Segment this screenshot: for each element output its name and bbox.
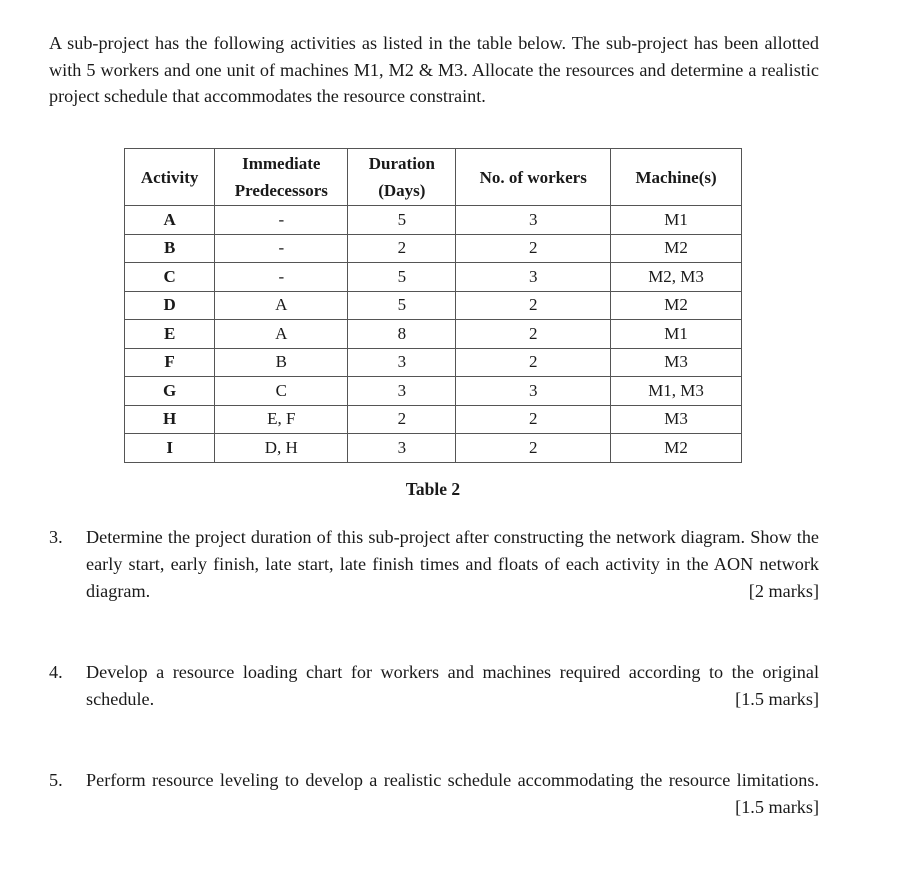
cell-activity: F — [125, 348, 215, 377]
table-row — [125, 263, 742, 292]
header-machines — [611, 149, 742, 206]
cell-workers: 3 — [456, 263, 611, 292]
header-workers-label: No. of workers — [479, 167, 587, 187]
header-machines-label: Machine(s) — [635, 167, 717, 187]
question-body — [86, 659, 819, 740]
cell-predecessors: B — [215, 348, 348, 377]
cell-predecessors: A — [215, 320, 348, 349]
header-predecessors-line1: Immediate — [242, 154, 321, 173]
table-row — [125, 405, 742, 434]
cell-duration: 5 — [348, 206, 456, 235]
cell-machines: M2 — [611, 434, 742, 463]
question-text: Perform resource leveling to develop a realistic schedule accommodating the resource limitations. — [86, 770, 819, 790]
question-marks: [1.5 marks] — [735, 689, 819, 709]
question-marks: [2 marks] — [748, 581, 819, 601]
cell-activity: A — [125, 206, 215, 235]
table-row — [125, 291, 742, 320]
cell-duration: 5 — [348, 263, 456, 292]
cell-duration: 3 — [348, 434, 456, 463]
cell-workers: 3 — [456, 206, 611, 235]
table-row — [125, 320, 742, 349]
header-predecessors-line2: Predecessors — [234, 181, 328, 200]
table-row — [125, 234, 742, 263]
activities-table — [124, 148, 742, 463]
cell-workers: 2 — [456, 234, 611, 263]
question-text: Develop a resource loading chart for workers and machines required according to the original schedule. — [86, 662, 819, 709]
cell-machines: M3 — [611, 348, 742, 377]
header-workers — [456, 149, 611, 206]
question-number: 4. — [49, 662, 63, 682]
question-list — [49, 524, 819, 875]
cell-machines: M1, M3 — [611, 377, 742, 406]
cell-machines: M2 — [611, 234, 742, 263]
cell-activity: E — [125, 320, 215, 349]
cell-activity: C — [125, 263, 215, 292]
cell-workers: 3 — [456, 377, 611, 406]
cell-workers: 2 — [456, 320, 611, 349]
cell-activity: H — [125, 405, 215, 434]
header-duration-line1: Duration — [368, 154, 435, 173]
header-predecessors — [215, 149, 348, 206]
question-text: Determine the project duration of this sub-project after constructing the network diagram. Show the early start, early finish, late start, late finish times and floats of each activity in the AON network diagram. — [86, 527, 819, 601]
cell-workers: 2 — [456, 348, 611, 377]
cell-activity: B — [125, 234, 215, 263]
table-header-row — [125, 149, 742, 206]
cell-predecessors: E, F — [215, 405, 348, 434]
cell-machines: M1 — [611, 320, 742, 349]
cell-predecessors: - — [215, 206, 348, 235]
cell-workers: 2 — [456, 405, 611, 434]
cell-machines: M2, M3 — [611, 263, 742, 292]
cell-machines: M2 — [611, 291, 742, 320]
cell-duration: 2 — [348, 405, 456, 434]
question-body — [86, 524, 819, 632]
cell-workers: 2 — [456, 434, 611, 463]
cell-duration: 3 — [348, 377, 456, 406]
cell-activity: D — [125, 291, 215, 320]
table-caption: Table 2 — [405, 479, 461, 499]
table-row — [125, 434, 742, 463]
intro-paragraph: A sub-project has the following activities as listed in the table below. The sub-project has been allotted with 5 workers and one unit of machines M1, M2 & M3. Allocate the resources and determine a realistic project schedule that accommodates the resource constraint. — [49, 33, 819, 106]
cell-activity: G — [125, 377, 215, 406]
header-activity-label: Activity — [140, 167, 199, 187]
table-row — [125, 206, 742, 235]
cell-workers: 2 — [456, 291, 611, 320]
cell-machines: M1 — [611, 206, 742, 235]
table-row — [125, 348, 742, 377]
header-duration — [348, 149, 456, 206]
question-marks: [1.5 marks] — [735, 797, 819, 817]
header-activity — [125, 149, 215, 206]
question-number: 5. — [49, 770, 63, 790]
table-row — [125, 377, 742, 406]
cell-activity: I — [125, 434, 215, 463]
cell-duration: 3 — [348, 348, 456, 377]
cell-predecessors: - — [215, 234, 348, 263]
cell-duration: 8 — [348, 320, 456, 349]
cell-machines: M3 — [611, 405, 742, 434]
question-number: 3. — [49, 527, 63, 547]
cell-duration: 2 — [348, 234, 456, 263]
cell-duration: 5 — [348, 291, 456, 320]
header-duration-line2: (Days) — [378, 181, 426, 200]
cell-predecessors: C — [215, 377, 348, 406]
cell-predecessors: D, H — [215, 434, 348, 463]
question-item — [49, 659, 819, 740]
cell-predecessors: A — [215, 291, 348, 320]
question-item — [49, 524, 819, 632]
cell-predecessors: - — [215, 263, 348, 292]
